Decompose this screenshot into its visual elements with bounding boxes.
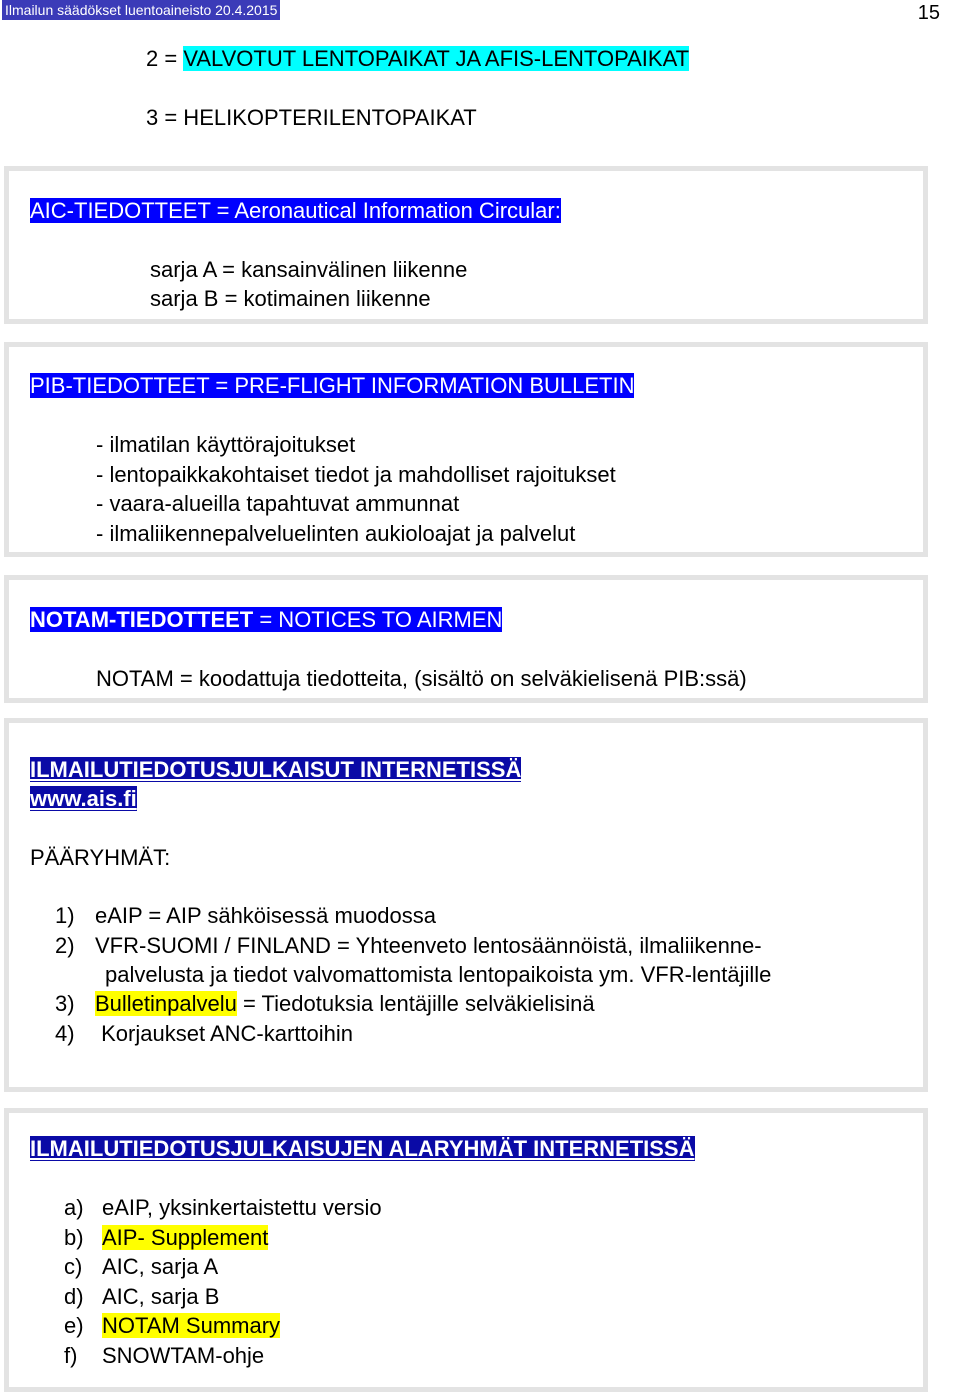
subgroups-section <box>4 1108 928 1392</box>
subgroup-item: d) AIC, sarja B <box>64 1284 220 1309</box>
pib-heading <box>30 371 634 401</box>
document-header: Ilmailun säädökset luentoaineisto 20.4.2015 <box>2 0 280 20</box>
aic-heading-text: AIC-TIEDOTTEET = Aeronautical Information Circular: <box>30 198 561 223</box>
notam-heading-bold: NOTAM-TIEDOTTEET <box>30 607 254 632</box>
ais-link[interactable] <box>30 784 137 814</box>
main-group-item-continuation: palvelusta ja tiedot valvomattomista lentopaikoista ym. VFR-lentäjille <box>105 962 772 987</box>
subgroup-item: e) NOTAM Summary <box>64 1313 281 1338</box>
category-3-line: 3 = HELIKOPTERILENTOPAIKAT <box>146 105 477 130</box>
aic-heading <box>30 196 561 226</box>
internet-heading <box>30 755 521 785</box>
bulletin-service-highlight: Bulletinpalvelu <box>95 991 237 1016</box>
main-group-item: 2) VFR-SUOMI / FINLAND = Yhteenveto lentosäännöistä, ilmaliikenne- <box>55 933 762 958</box>
pib-item: - ilmatilan käyttörajoitukset <box>96 432 356 457</box>
notam-heading <box>30 605 502 635</box>
category-2-prefix: 2 = <box>146 46 184 71</box>
notam-heading-rest: = NOTICES TO AIRMEN <box>253 607 503 632</box>
subgroups-heading <box>30 1134 695 1164</box>
main-group-item: 3) Bulletinpalvelu = Tiedotuksia lentäjille selväkielisinä <box>55 991 595 1016</box>
category-2-highlight: VALVOTUT LENTOPAIKAT JA AFIS-LENTOPAIKAT <box>183 46 690 71</box>
notam-section <box>4 575 928 703</box>
pib-heading-text: PIB-TIEDOTTEET = PRE-FLIGHT INFORMATION BULLETIN <box>30 373 635 398</box>
page-number: 15 <box>917 2 940 24</box>
ais-link-text[interactable]: www.ais.fi <box>30 786 137 811</box>
main-group-item: 1) eAIP = AIP sähköisessä muodossa <box>55 903 437 928</box>
pib-item: - vaara-alueilla tapahtuvat ammunnat <box>96 491 460 516</box>
internet-heading-text: ILMAILUTIEDOTUSJULKAISUT INTERNETISSÄ <box>30 757 522 782</box>
subgroup-item: f) SNOWTAM-ohje <box>64 1343 265 1368</box>
pib-item: - lentopaikkakohtaiset tiedot ja mahdolliset rajoitukset <box>96 462 616 487</box>
aic-section <box>4 166 928 324</box>
main-groups-heading: PÄÄRYHMÄT: <box>30 845 171 870</box>
aic-item: sarja A = kansainvälinen liikenne <box>150 257 468 282</box>
aic-item: sarja B = kotimainen liikenne <box>150 286 431 311</box>
main-group-item: 4) Korjaukset ANC-karttoihin <box>55 1021 353 1046</box>
internet-publications-section <box>4 718 928 1092</box>
subgroups-heading-text: ILMAILUTIEDOTUSJULKAISUJEN ALARYHMÄT INTERNETISSÄ <box>30 1136 695 1161</box>
category-2-line <box>146 44 689 74</box>
subgroup-item: a) eAIP, yksinkertaistettu versio <box>64 1195 382 1220</box>
notam-description: NOTAM = koodattuja tiedotteita, (sisältö on selväkielisenä PIB:ssä) <box>96 666 747 691</box>
subgroup-item: b) AIP- Supplement <box>64 1225 269 1250</box>
pib-item: - ilmaliikennepalveluelinten aukioloajat ja palvelut <box>96 521 576 546</box>
pib-section <box>4 342 928 557</box>
subgroup-item: c) AIC, sarja A <box>64 1254 219 1279</box>
